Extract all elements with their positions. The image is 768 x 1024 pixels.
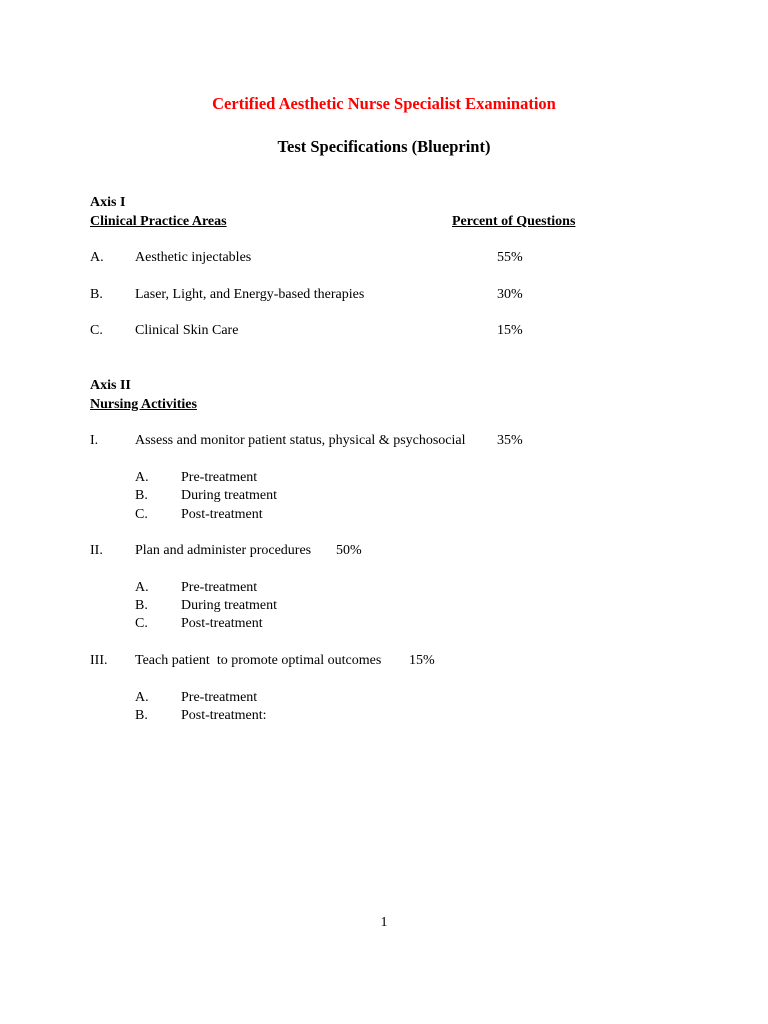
axis-1-item-marker: C. <box>90 323 103 338</box>
section-marker: III. <box>90 653 108 668</box>
subitem-label: Pre-treatment <box>181 690 258 705</box>
axis-1-item-label: Clinical Skin Care <box>135 323 239 338</box>
subitem-marker: C. <box>135 616 148 631</box>
subitem-label: Post-treatment: <box>181 708 267 723</box>
axis-1-heading: Axis I <box>90 195 126 210</box>
section-label: Teach patient to promote optimal outcomes <box>135 653 382 668</box>
subitem-label: During treatment <box>181 598 278 613</box>
section-label: Assess and monitor patient status, physical & psychosocial <box>135 433 466 448</box>
subitem-label: During treatment <box>181 488 278 503</box>
subitem-label: Pre-treatment <box>181 580 258 595</box>
axis-1-item-percent: 55% <box>497 250 523 265</box>
axis-2-subheading: Nursing Activities <box>90 397 197 412</box>
axis-1-item-label: Laser, Light, and Energy-based therapies <box>135 287 365 302</box>
subitem-marker: A. <box>135 470 149 485</box>
axis-1-item-percent: 15% <box>497 323 523 338</box>
axis-1-item-marker: A. <box>90 250 104 265</box>
subitem-marker: B. <box>135 708 148 723</box>
subitem-marker: C. <box>135 507 148 522</box>
axis-1-column-left: Clinical Practice Areas <box>90 214 227 229</box>
axis-1-item-marker: B. <box>90 287 103 302</box>
page-number: 1 <box>380 915 388 930</box>
document-title: Certified Aesthetic Nurse Specialist Examination <box>212 94 556 113</box>
document-subtitle: Test Specifications (Blueprint) <box>277 137 491 156</box>
axis-1-item-label: Aesthetic injectables <box>135 250 252 265</box>
subitem-marker: A. <box>135 690 149 705</box>
subitem-marker: A. <box>135 580 149 595</box>
section-marker: II. <box>90 543 103 558</box>
section-label: Plan and administer procedures <box>135 543 312 558</box>
subitem-label: Pre-treatment <box>181 470 258 485</box>
axis-1-column-right: Percent of Questions <box>452 214 576 229</box>
axis-1-item-percent: 30% <box>497 287 523 302</box>
section-percent: 50% <box>336 543 362 558</box>
section-percent: 15% <box>409 653 435 668</box>
subitem-marker: B. <box>135 488 148 503</box>
subitem-marker: B. <box>135 598 148 613</box>
section-marker: I. <box>90 433 99 448</box>
subitem-label: Post-treatment <box>181 616 263 631</box>
section-percent: 35% <box>497 433 523 448</box>
subitem-label: Post-treatment <box>181 507 263 522</box>
axis-2-heading: Axis II <box>90 378 131 393</box>
